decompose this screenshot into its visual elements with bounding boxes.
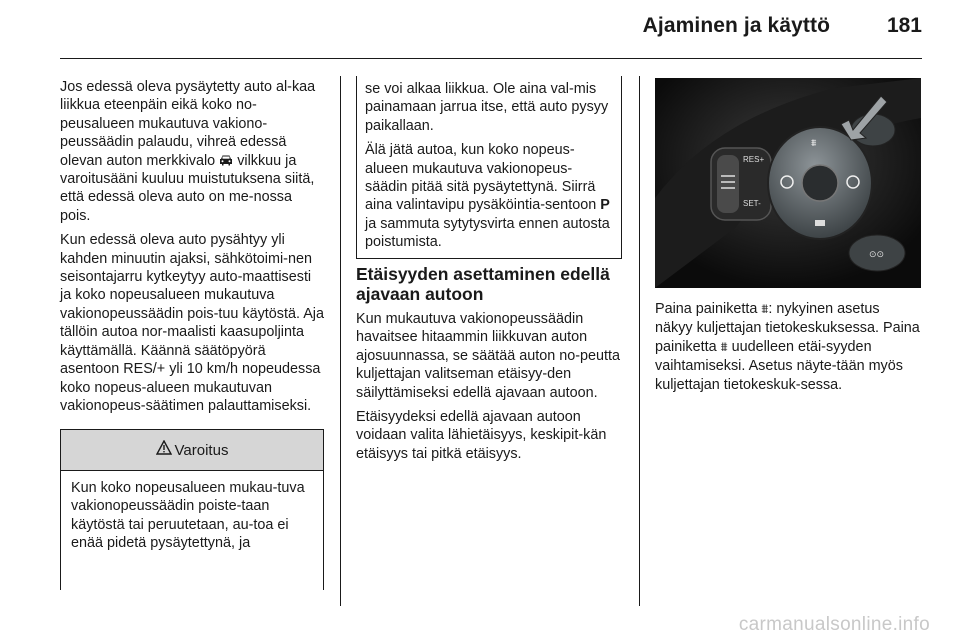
column-2-body [356, 310, 626, 469]
warning-header [61, 430, 323, 471]
text-span: Paina painiketta [655, 301, 758, 317]
page-number: 181 [886, 14, 922, 37]
paragraph [365, 141, 613, 251]
paragraph: Etäisyydeksi edellä ajavaan autoon voidaan valita lähietäisyys, keskipit-kän etäisyys tai pitkä etäisyys. [356, 409, 607, 462]
text-span: Jos edessä oleva pysäytetty auto al-kaa liikkua eteenpäin eikä koko no-peusalueen mukautuva vakiono-peussäädin palaudu, vihreä edessä olevan auton merkkivalo [60, 79, 316, 169]
set-button-label: SET- [743, 199, 761, 208]
paragraph [60, 78, 326, 225]
column-divider [639, 76, 640, 606]
distance-button-icon: ⩩ [720, 339, 728, 355]
steering-wheel-illustration [655, 78, 921, 288]
lane-assist-icon: ⊙⊙ [869, 250, 885, 260]
column-1 [60, 78, 326, 421]
limiter-icon [815, 220, 825, 226]
paragraph: Kun edessä oleva auto pysähtyy yli kahden minuutin ajaksi, sähkötoimi-nen seisontajarru kytkeytyy auto-maattisesti ja koko nopeusalueen mukautuva vakionopeussäädin pois-tuu käytöstä. Aja tällöin autoa nor-maalisti kaasupoljinta käyttämällä. Käännä säätöpyörä asentoon RES/+ yli 10 km/h nopeudessa koko nopeus-alueen mukautuvan vakionopeus-säätimen palauttamiseksi. [60, 232, 324, 414]
text-span: : nykyinen asetus näkyy kuljettajan tietokeskuksessa. Paina painiketta [655, 301, 920, 355]
distance-button-icon: ⩩ [761, 302, 769, 317]
paragraph: se voi alkaa liikkua. Ole aina val-mis painamaan jarrua itse, että auto pysyy paikallaan. [365, 81, 609, 134]
column-3 [655, 300, 921, 400]
paragraph [655, 300, 921, 394]
page-header-title: Ajaminen ja käyttö [642, 14, 830, 37]
front-car-icon [219, 154, 233, 166]
warning-box [60, 429, 324, 590]
warning-body: Kun koko nopeusalueen mukau-tuva vakionopeussäädin poiste-taan käytöstä tai peruutetaan, au-toa ei enää pidetä pysäytettynä, ja [71, 480, 305, 552]
paragraph: Kun mukautuva vakionopeussäädin havaitsee hitaammin liikkuvan auton ajosuunnassa, se säätää auton no-peutta kuljettajan valitseman etäisyy-den säilyttämiseksi edellä ajavaan autoon. [356, 311, 621, 401]
header-rule [60, 58, 922, 59]
res-button-label: RES+ [743, 155, 765, 164]
distance-button-icon: ⩩ [811, 138, 817, 149]
section-heading: Etäisyyden asettaminen edellä ajavaan autoon [356, 264, 610, 304]
text-span: Älä jätä autoa, kun koko nopeus-alueen mukautuva vakionopeus-säädin pitää sitä pysäytettynä. Siirrä aina valintavipu pysäköintia-sentoon [365, 142, 597, 214]
column-divider [340, 76, 341, 606]
gear-position-p: P [600, 197, 610, 214]
warning-box-continued [356, 76, 622, 259]
text-span: uudelleen etäi-syyden vaihtamiseksi. Asetus näyte-tään myös kuljettajan tietokeskuk-sessa. [655, 338, 903, 393]
text-span: ja sammuta sytytysvirta ennen autosta poistumista. [365, 215, 610, 251]
warning-title: Varoitus [174, 441, 229, 459]
warning-triangle-icon [156, 440, 172, 460]
text-span: vilkkuu ja varoitusääni kuuluu muistutuksena siitä, että edessä oleva auto on me-nossa pois. [60, 152, 315, 224]
watermark: carmanualsonline.info [738, 614, 930, 635]
steering-wheel-photo [655, 78, 921, 288]
